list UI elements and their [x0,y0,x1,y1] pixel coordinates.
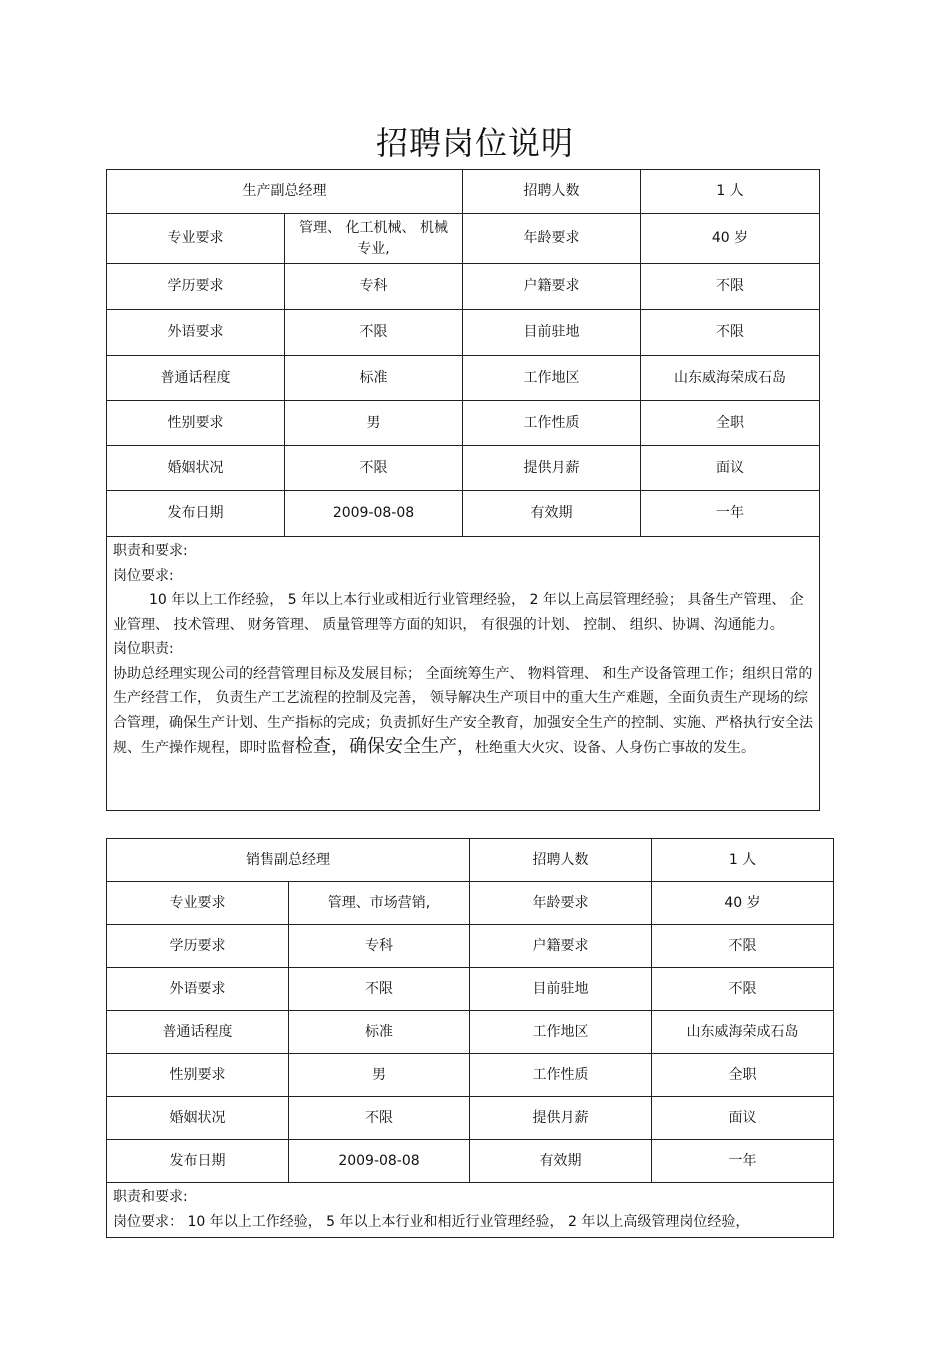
responsibilities-tail: 杜绝重大火灾、设备、人身伤亡事故的发生。 [475,740,755,756]
table-row [107,968,834,1011]
field-value: 1 人 [641,170,820,214]
field-value: 标准 [289,1011,470,1054]
field-value: 山东威海荣成石岛 [641,356,820,401]
table-row [107,264,820,310]
table-row [107,491,820,537]
field-label: 目前驻地 [470,968,652,1011]
field-label: 目前驻地 [463,310,641,356]
field-label: 工作性质 [463,401,641,446]
field-label: 工作地区 [463,356,641,401]
field-label: 户籍要求 [463,264,641,310]
field-label: 招聘人数 [470,839,652,882]
field-label: 发布日期 [107,491,285,537]
requirements-line: 岗位要求： 10 年以上工作经验， 5 年以上本行业和相近行业管理经验， 2 年以上高级管理岗位经验， [113,1213,750,1230]
field-value: 管理、 化工机械、 机械专业, [285,214,463,264]
field-value: 不限 [285,310,463,356]
duties-cell [107,1183,834,1238]
field-value: 40 岁 [641,214,820,264]
field-label: 性别要求 [107,401,285,446]
field-value: 面议 [641,446,820,491]
responsibilities-emphasis: 检查，确保安全生产， [295,736,475,757]
field-value: 不限 [289,968,470,1011]
responsibilities-text: 协助总经理实现公司的经营管理目标及发展目标； 全面统筹生产、 物料管理、 和生产设备管理工作；组织日常的生产经营工作， 负责生产工艺流程的控制及完善， 领导解决生产项目中的重大生产难题，全面负责生产现场的综合管理，确保生产计划、生产指标的完成；负责抓好生产安全教育，加强安全生产的控制、实施、严格执行安全法规、生产操作规程，即时监督 [113,665,813,756]
field-value: 不限 [652,968,834,1011]
responsibilities-paragraph [113,662,813,761]
table-row [107,1097,834,1140]
table-row [107,1011,834,1054]
field-label: 专业要求 [107,214,285,264]
table-row [107,537,820,811]
field-value: 面议 [652,1097,834,1140]
field-label: 工作地区 [470,1011,652,1054]
position-title: 生产副总经理 [107,170,463,214]
field-label: 发布日期 [107,1140,289,1183]
field-label: 专业要求 [107,882,289,925]
duties-cell [107,537,820,811]
field-label: 有效期 [463,491,641,537]
field-label: 年龄要求 [470,882,652,925]
field-value: 不限 [289,1097,470,1140]
table-row [107,882,834,925]
responsibilities-heading: 岗位职责: [113,641,174,657]
table-row [107,170,820,214]
field-label: 提供月薪 [470,1097,652,1140]
job-table-production [106,169,820,811]
field-value: 专科 [285,264,463,310]
field-label: 提供月薪 [463,446,641,491]
field-value: 2009-08-08 [285,491,463,537]
duties-heading: 职责和要求: [113,543,188,559]
table-row [107,446,820,491]
field-label: 有效期 [470,1140,652,1183]
field-value: 40 岁 [652,882,834,925]
field-value: 全职 [641,401,820,446]
field-value: 不限 [641,310,820,356]
field-value: 2009-08-08 [289,1140,470,1183]
field-value: 标准 [285,356,463,401]
field-label: 婚姻状况 [107,446,285,491]
table-row [107,310,820,356]
table-row [107,401,820,446]
field-label: 学历要求 [107,925,289,968]
position-title: 销售副总经理 [107,839,470,882]
field-value: 男 [285,401,463,446]
field-value: 男 [289,1054,470,1097]
field-value: 一年 [652,1140,834,1183]
field-label: 普通话程度 [107,1011,289,1054]
field-label: 年龄要求 [463,214,641,264]
field-value: 不限 [652,925,834,968]
table-row [107,1054,834,1097]
job-table-sales [106,838,834,1238]
field-label: 普通话程度 [107,356,285,401]
table-row [107,1183,834,1238]
field-value: 专科 [289,925,470,968]
field-value: 山东威海荣成石岛 [652,1011,834,1054]
requirements-text: 10 年以上工作经验， 5 年以上本行业或相近行业管理经验， 2 年以上高层管理经验； 具备生产管理、 企业管理、 技术管理、 财务管理、 质量管理等方面的知识， 有很强的计划、 控制、 组织、协调、沟通能力。 [113,592,804,633]
field-label: 学历要求 [107,264,285,310]
table-row [107,925,834,968]
page-title: 招聘岗位说明 [375,124,574,162]
field-value: 不限 [285,446,463,491]
requirements-heading: 岗位要求: [113,567,174,584]
field-label: 户籍要求 [470,925,652,968]
table-row [107,839,834,882]
field-label: 婚姻状况 [107,1097,289,1140]
field-value: 全职 [652,1054,834,1097]
field-value: 不限 [641,264,820,310]
field-label: 工作性质 [470,1054,652,1097]
table-row [107,1140,834,1183]
field-value: 1 人 [652,839,834,882]
field-label: 性别要求 [107,1054,289,1097]
field-label: 外语要求 [107,968,289,1011]
table-row [107,214,820,264]
field-label: 外语要求 [107,310,285,356]
field-label: 招聘人数 [463,170,641,214]
table-row [107,356,820,401]
field-value: 管理、市场营销, [289,882,470,925]
duties-heading: 职责和要求: [113,1189,188,1205]
field-value: 一年 [641,491,820,537]
